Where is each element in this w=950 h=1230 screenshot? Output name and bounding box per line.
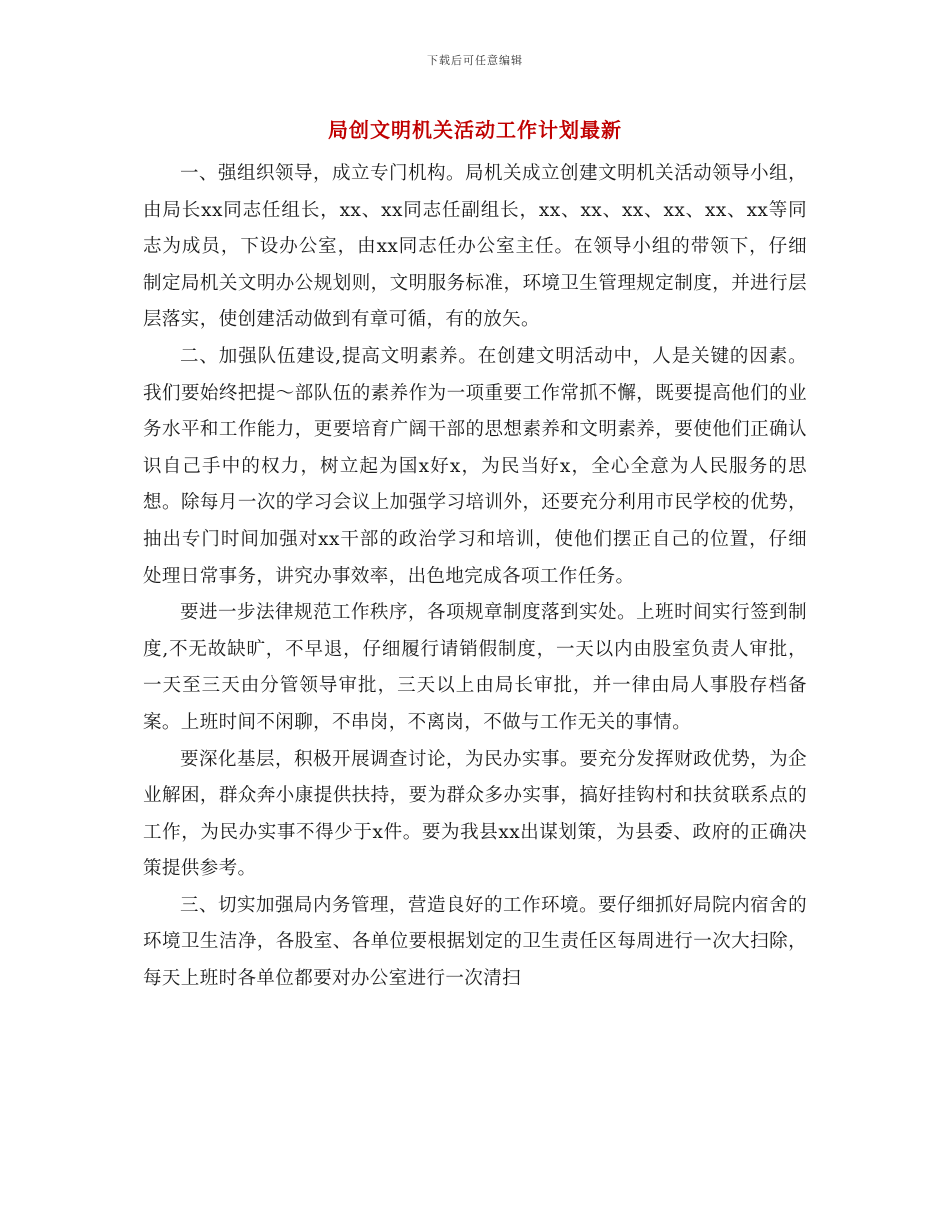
header-note: 下载后可任意编辑 [427,54,523,67]
paragraph-3: 要进一步法律规范工作秩序，各项规章制度落到实处。上班时间实行签到制度,不无故缺旷，不早退，仔细履行请销假制度，一天以内由股室负责人审批，一天至三天由分管领导审批，三天以上由局长审批，并一律由局人事股存档备案。上班时间不闲聊，不串岗，不离岗，不做与工作无关的事情。 [143,602,807,733]
paragraph-5: 三、切实加强局内务管理，营造良好的工作环境。要仔细抓好局院内宿舍的环境卫生洁净，各股室、各单位要根据划定的卫生责任区每周进行一次大扫除，每天上班时各单位都要对办公室进行一次清扫 [143,894,807,990]
paragraph-2: 二、加强队伍建设,提高文明素养。在创建文明活动中，人是关键的因素。我们要始终把提～部队伍的素养作为一项重要工作常抓不懈，既要提高他们的业务水平和工作能力，更要培育广阔干部的思想素养和文明素养，要使他们正确认识自己手中的权力，树立起为国x好x，为民当好x，全心全意为人民服务的思想。除每月一次的学习会议上加强学习培训外，还要充分利用市民学校的优势，抽出专门时间加强对xx干部的政治学习和培训，使他们摆正自己的位置，仔细处理日常事务，讲究办事效率，出色地完成各项工作任务。 [143,345,807,587]
document-title: 局创文明机关活动工作计划最新 [328,118,622,142]
paragraph-4: 要深化基层，积极开展调查讨论，为民办实事。要充分发挥财政优势，为企业解困，群众奔小康提供扶持，要为群众多办实事，搞好挂钩村和扶贫联系点的工作，为民办实事不得少于x件。要为我县xx出谋划策，为县委、政府的正确决策提供参考。 [143,748,807,880]
paragraph-1: 一、强组织领导，成立专门机构。局机关成立创建文明机关活动领导小组，由局长xx同志任组长，xx、xx同志任副组长，xx、xx、xx、xx、xx、xx等同志为成员，下设办公室，由xx同志任办公室主任。在领导小组的带领下，仔细制定局机关文明办公规划则，文明服务标准，环境卫生管理规定制度，并进行层层落实，使创建活动做到有章可循，有的放矢。 [143,163,807,331]
document-body [143,156,807,998]
